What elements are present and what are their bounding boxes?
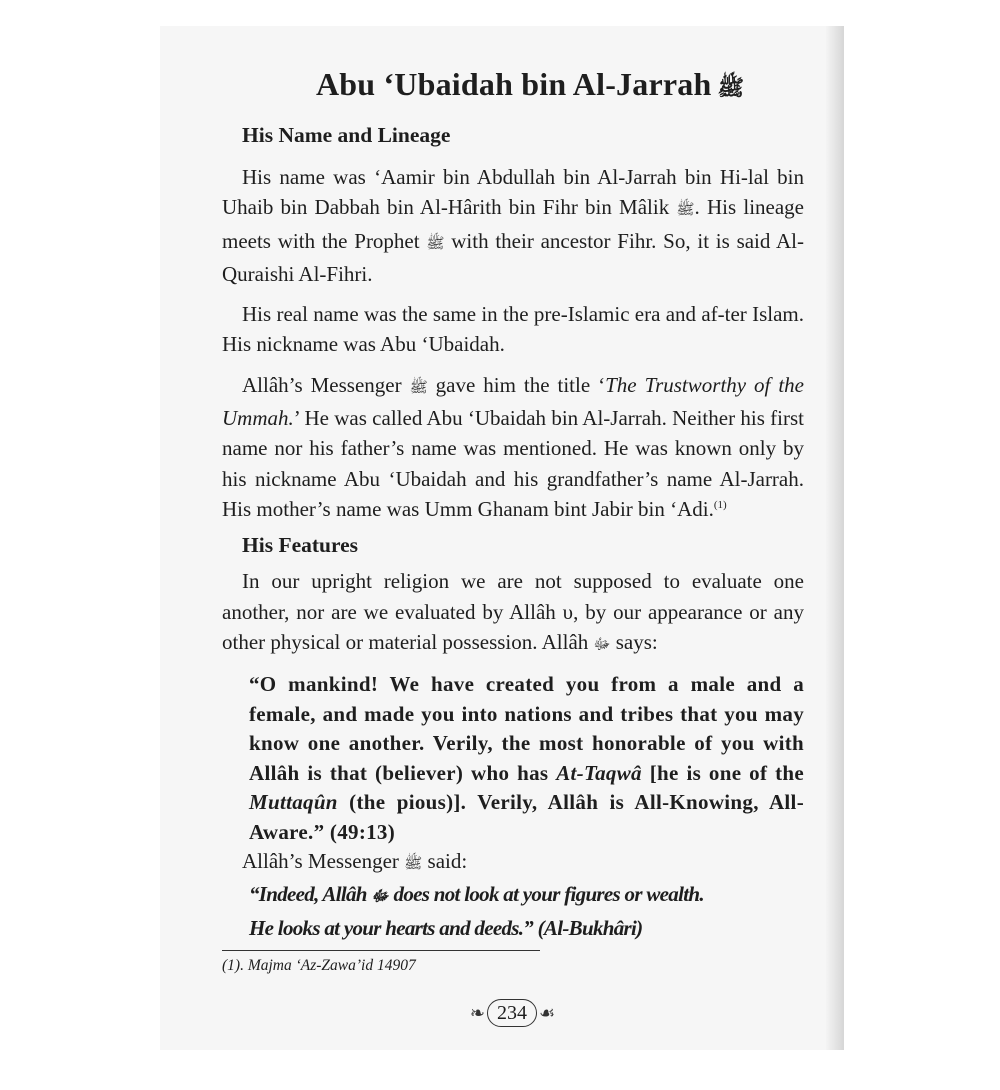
paragraph-lineage xyxy=(222,162,804,289)
page-number-label: 234 xyxy=(487,999,537,1027)
honorific-glyph: υ xyxy=(562,599,574,624)
ornament-left-icon: ❧ xyxy=(469,1003,485,1023)
paragraph-title-trustworthy xyxy=(222,370,804,524)
footnote-divider xyxy=(222,950,540,951)
page-number xyxy=(455,993,570,1033)
page-edge-shadow xyxy=(826,26,844,1050)
hadith-line-2: He looks at your hearts and deeds.” (Al-Bukhâri) xyxy=(249,916,643,941)
hadith-text: “Indeed, Allâh xyxy=(249,882,372,907)
honorific-glyph: ﷺ xyxy=(717,75,745,100)
quran-verse-quote xyxy=(222,670,804,847)
hadith-quote xyxy=(222,879,804,944)
chapter-title xyxy=(222,62,804,110)
intro-text: said: xyxy=(422,849,468,874)
paragraph-text: says: xyxy=(610,629,658,654)
ornament-right-icon: ☙ xyxy=(538,1003,556,1023)
page-content xyxy=(222,62,804,977)
salutation-glyph: ﷺ xyxy=(404,856,423,873)
footnote: (1). Majma ‘Az-Zawa’id 14907 xyxy=(222,957,416,975)
paragraph-features xyxy=(222,566,804,660)
hadith-intro xyxy=(222,847,804,879)
paragraph-text: with their ancestor Fihr. So, it is said Al-Quraishi Al-Fihri. xyxy=(222,228,804,286)
paragraph-text: Allâh’s Messenger xyxy=(242,372,410,397)
footnote-reference: (1) xyxy=(713,498,727,511)
paragraph-text: . His lineage meets with the Prophet xyxy=(222,195,804,253)
section-heading-name-lineage: His Name and Lineage xyxy=(242,123,451,147)
hadith-text: does not look at your figures or wealth. xyxy=(388,882,704,907)
paragraph-text: ’ He was called Abu ‘Ubaidah bin Al-Jarrah. Neither his first name nor his father’s name was mentioned. He was known only by his nickname Abu ‘Ubaidah and his grandfather’s name Al-Jarrah. His mother’s name was Umm Ghanam bint Jabir bin ‘Adi. xyxy=(222,406,804,521)
verse-term: At-Taqwâ xyxy=(556,760,642,785)
intro-text: Allâh’s Messenger xyxy=(242,849,405,874)
verse-text: “O mankind! We have created you from a male and a female, and made you into nations and tribes that you may know one another. Verily, the most honorable of you with Allâh is that (believer) who has xyxy=(249,672,804,785)
chapter-title-text: Abu ‘Ubaidah bin Al-Jarrah xyxy=(315,66,712,102)
verse-text: (the pious)]. Verily, Allâh is All-Knowing, All-Aware.” (49:13) xyxy=(249,790,804,844)
paragraph-text: , by our appearance or any other physical or material possession. Allâh xyxy=(222,599,804,654)
honorific-glyph: ﷻ xyxy=(593,636,611,653)
section-heading-features: His Features xyxy=(242,533,359,558)
honorific-glyph: ﷻ xyxy=(371,889,389,906)
verse-text: [he is one of the xyxy=(641,760,804,785)
honorific-glyph: ﷺ xyxy=(676,202,695,219)
salutation-glyph: ﷺ xyxy=(409,379,428,396)
paragraph-text: gave him the title ‘ xyxy=(427,372,606,397)
verse-term: Muttaqûn xyxy=(249,790,338,815)
salutation-glyph: ﷺ xyxy=(426,235,445,252)
paragraph-real-name: His real name was the same in the pre-Islamic era and af-ter Islam. His nickname was Abu ‘Ubaidah. xyxy=(222,302,804,357)
italic-title: The Trustworthy of the Ummah. xyxy=(222,372,805,431)
paragraph-text: His name was ‘Aamir bin Abdullah bin Al-Jarrah bin Hi-lal bin Uhaib bin Dabbah bin Al-Hârith bin Fihr bin Mâlik xyxy=(222,165,804,220)
hadith-line-1 xyxy=(249,879,804,913)
paragraph-text: In our upright religion we are not supposed to evaluate one another, nor are we evaluated by Allâh xyxy=(222,569,804,624)
